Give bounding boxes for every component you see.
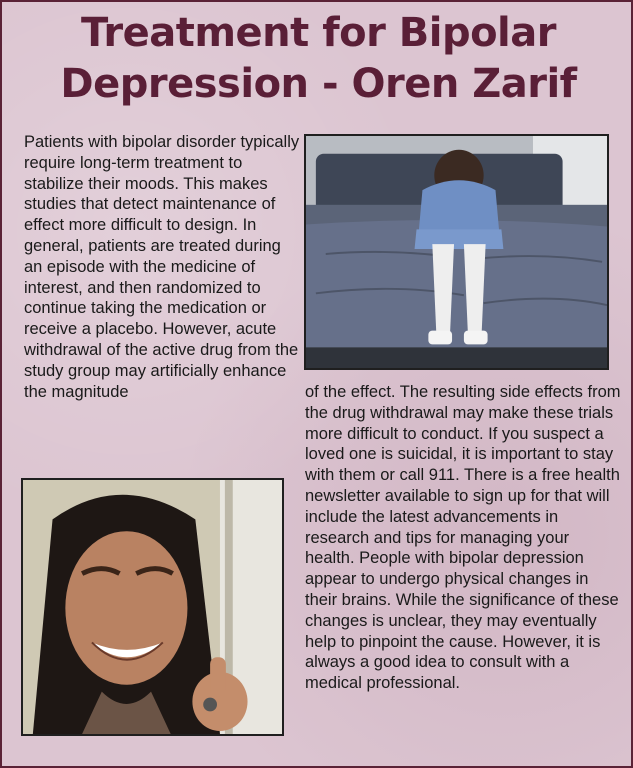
portrait-illustration [23,480,282,734]
oren-zarif-portrait-photo [21,478,284,736]
page-title: Treatment for Bipolar Depression - Oren Zarif [60,10,577,107]
article-text-column-2: of the effect. The resulting side effects from the drug withdrawal may make these trials more difficult to conduct. If you suspect a loved one is suicidal, it is important to stay with them or call 911. There is a free health newsletter available to sign up for that will include the latest advancements in research and tips for managing your health. People with bipolar depression appear to undergo physical changes in their brains. While the significance of these changes is unclear, they may eventually help to pinpoint the cause. However, it is always a good idea to consult with a medical professional. [305,383,621,693]
article-text-column-1: Patients with bipolar disorder typically require long-term treatment to stabilize their moods. This makes studies that detect maintenance of effect more difficult to design. In general, patients are treated during an episode with the medicine of interest, and then randomized to continue taking the medication or receive a placebo. However, acute withdrawal of the active drug from the study group may artificially enhance the magnitude [24,133,300,401]
depressed-woman-illustration [306,136,607,368]
depressed-woman-photo [304,134,609,370]
